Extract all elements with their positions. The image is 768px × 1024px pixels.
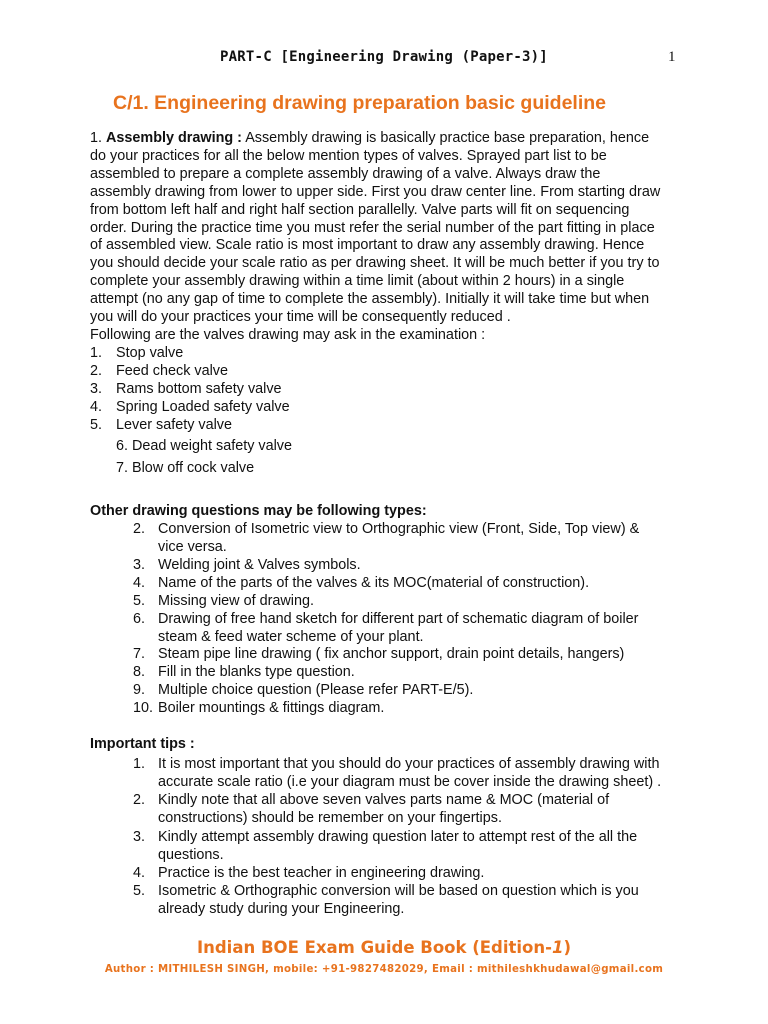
list-item: 6. Dead weight safety valve	[116, 438, 292, 455]
list-item: 6. Drawing of free hand sketch for different part of schematic diagram of boiler steam & feed water scheme of your plant.	[133, 610, 639, 645]
valve-list	[90, 345, 664, 478]
list-item: 7. Steam pipe line drawing ( fix anchor support, drain point details, hangers)	[133, 646, 625, 663]
important-tips-heading: Important tips :	[90, 736, 195, 753]
other-questions-heading: Other drawing questions may be following types:	[90, 503, 427, 520]
list-item: 2. Feed check valve	[90, 362, 228, 379]
important-tips-list	[90, 756, 664, 919]
assembly-label: Assembly drawing :	[106, 130, 242, 146]
running-header: PART-C [Engineering Drawing (Paper-3)]	[220, 49, 548, 65]
edition-number: 1	[551, 938, 564, 957]
list-item: 5. Isometric & Orthographic conversion will be based on question which is you already study during your Engineering.	[133, 883, 639, 918]
footer-book-title: Indian BOE Exam Guide Book (Edition-1)	[196, 938, 572, 957]
document-body	[90, 130, 664, 920]
list-item: 5. Lever safety valve	[90, 416, 232, 433]
list-item: 9. Multiple choice question (Please refer PART-E/5).	[133, 682, 474, 699]
assembly-text: Assembly drawing is basically practice base preparation, hence do your practices for all the below mention types of valves. Sprayed part list to be assembled to prepare a complete assembly drawing of a valve. Always draw the assembly drawing from lower to upper side. First you draw center line. From starting draw from bottom left half and right half section parallelly. Valve parts will fit on sequencing order. During the practice time you must refer the serial number of the part fitting in place of assembled view. Scale ratio is most important to draw any assembly drawing. Hence you should decide your scale ratio as per drawing sheet. It will be much better if you try to complete your assembly drawing within a time limit (about within 2 hours) in a single attempt (no any gap of time to complete the assembly). Initially it will take time but when you will do your practices your time will be consequently reduced .	[90, 130, 661, 326]
list-item: 4. Spring Loaded safety valve	[90, 398, 290, 415]
assembly-paragraph	[90, 130, 664, 327]
list-item: 7. Blow off cock valve	[116, 460, 255, 477]
list-item: 5. Missing view of drawing.	[133, 592, 314, 609]
list-item: 3. Rams bottom safety valve	[90, 380, 282, 397]
other-questions-list	[90, 521, 664, 718]
list-item: 4. Practice is the best teacher in engineering drawing.	[133, 864, 485, 881]
list-item: 10. Boiler mountings & fittings diagram.	[133, 700, 385, 717]
valves-intro: Following are the valves drawing may ask in the examination :	[90, 326, 486, 343]
list-item: 8. Fill in the blanks type question.	[133, 664, 355, 681]
footer-author-line: Author : MITHILESH SINGH, mobile: +91-9827482029, Email : mithileshkhudawal@gmail.com	[104, 964, 664, 975]
list-item: 1. Stop valve	[90, 344, 184, 361]
assembly-number: 1.	[90, 130, 103, 146]
list-item: 4. Name of the parts of the valves & its MOC(material of construction).	[133, 574, 590, 591]
list-item: 2. Conversion of Isometric view to Orthographic view (Front, Side, Top view) & vice versa.	[133, 521, 640, 556]
list-item: 1. It is most important that you should do your practices of assembly drawing with accurate scale ratio (i.e your diagram must be cover inside the drawing sheet) .	[133, 756, 662, 790]
list-item: 3. Welding joint & Valves symbols.	[133, 556, 361, 573]
list-item: 3. Kindly attempt assembly drawing question later to attempt rest of the all the questions.	[133, 828, 638, 863]
list-item: 2. Kindly note that all above seven valves parts name & MOC (material of constructions) should be remember on your fingertips.	[133, 792, 610, 827]
section-title: C/1. Engineering drawing preparation basic guideline	[113, 92, 607, 114]
page-number: 1	[668, 49, 676, 65]
